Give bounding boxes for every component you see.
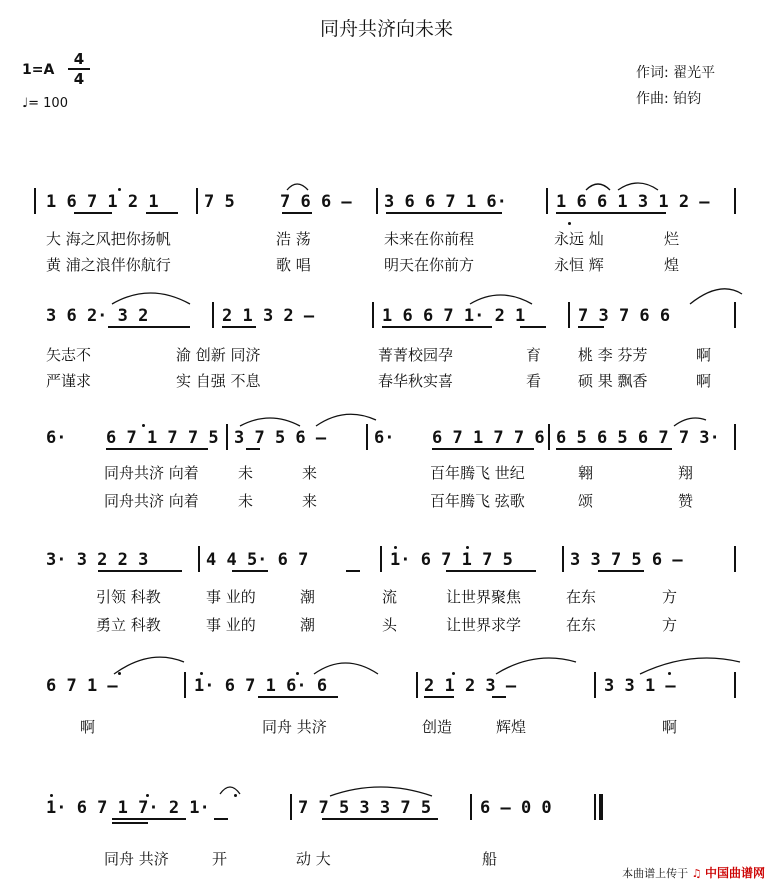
lyric-line-1: 辉煌 xyxy=(496,718,527,736)
lyric-line-1: 创造 xyxy=(422,718,453,736)
measure-notes: 6 – 0 0 xyxy=(480,798,552,818)
lyric-line-1: 未来在你前程 xyxy=(384,230,475,248)
slur xyxy=(220,787,240,794)
lyric-line-1: 潮 xyxy=(300,588,316,606)
lyricist-credit: 作词: 翟光平 xyxy=(636,65,716,81)
measure-notes: 1 6 6 1 3 1 2 – xyxy=(556,192,710,212)
lyric-line-1: 矢志不 xyxy=(46,346,92,364)
lyric-line-2: 颂 xyxy=(578,492,594,510)
measure-notes: 3 3 7 5 6 – xyxy=(570,550,683,570)
lyric-line-1: 同舟 共济 xyxy=(262,718,327,736)
lyric-line-1: 桃 李 芬芳 xyxy=(578,346,648,364)
measure-notes: 3 6 6 7 1 6· xyxy=(384,192,507,212)
lyric-line-1: 让世界聚焦 xyxy=(446,588,522,606)
measure-notes: 3 7 5 6 – xyxy=(234,428,327,448)
measure-notes: 2 1 3 2 – xyxy=(222,306,315,326)
lyric-line-1: 流 xyxy=(382,588,398,606)
slur xyxy=(586,184,610,190)
time-signature-bottom: 4 xyxy=(73,70,85,88)
lyric-line-1: 开 xyxy=(212,850,228,868)
lyric-line-1: 方 xyxy=(662,588,678,606)
measure-notes: 3 3 1 – xyxy=(604,676,676,696)
slur xyxy=(240,418,300,426)
slur xyxy=(470,295,532,304)
lyric-line-1: 百年腾飞 世纪 xyxy=(430,464,525,482)
slur xyxy=(496,658,576,674)
lyric-line-1: 事 业的 xyxy=(206,588,256,606)
lyric-line-1: 同舟共济 向着 xyxy=(104,464,199,482)
lyric-line-1: 育 xyxy=(526,346,542,364)
lyric-line-1: 啊 xyxy=(662,718,678,736)
slur xyxy=(314,663,378,674)
lyric-line-2: 潮 xyxy=(300,616,316,634)
lyric-line-1: 永远 灿 xyxy=(554,230,604,248)
slur xyxy=(316,414,376,426)
lyric-line-1: 浩 荡 xyxy=(276,230,311,248)
measure-notes: 6 7 1 – xyxy=(46,676,118,696)
slur xyxy=(674,418,706,426)
measure-notes: 6 5 6 5 6 7 7 3· xyxy=(556,428,720,448)
measure-notes: 1 6 7 1 2 1 xyxy=(46,192,159,212)
lyric-line-2: 头 xyxy=(382,616,398,634)
lyric-line-2: 同舟共济 向着 xyxy=(104,492,199,510)
lyric-line-1: 动 大 xyxy=(296,850,331,868)
lyric-line-1: 引领 科教 xyxy=(96,588,161,606)
lyric-line-2: 让世界求学 xyxy=(446,616,522,634)
measure-notes: 7 6 6 – xyxy=(280,192,352,212)
site-logo-icon: ♫ xyxy=(691,867,702,880)
time-signature-top: 4 xyxy=(73,50,85,68)
slur xyxy=(112,293,190,304)
lyric-line-2: 勇立 科教 xyxy=(96,616,161,634)
lyric-line-1: 菁菁校园孕 xyxy=(378,346,454,364)
lyric-line-1: 啊 xyxy=(80,718,96,736)
lyric-line-1: 在东 xyxy=(566,588,597,606)
lyric-line-1: 来 xyxy=(302,464,318,482)
lyric-line-2: 来 xyxy=(302,492,318,510)
lyric-line-2: 硕 果 飘香 xyxy=(578,372,648,390)
slur xyxy=(114,657,184,674)
slur xyxy=(640,658,740,674)
measure-notes: 6· xyxy=(46,428,67,448)
slur xyxy=(287,184,308,190)
lyric-line-2: 方 xyxy=(662,616,678,634)
lyric-line-2: 歌 唱 xyxy=(276,256,311,274)
measure-notes: 1· 6 7 1 7· 2 1· xyxy=(46,798,210,818)
measure-notes: 3 6 2· 3 2 xyxy=(46,306,149,326)
slur xyxy=(330,787,432,796)
lyric-line-2: 赞 xyxy=(678,492,694,510)
lyric-line-1: 翔 xyxy=(678,464,694,482)
key-signature: 1=A xyxy=(22,62,55,78)
lyric-line-2: 未 xyxy=(238,492,254,510)
measure-notes: 6 7 1 7 7 5 xyxy=(106,428,219,448)
measure-notes: 1· 6 7 1 7 5 xyxy=(390,550,513,570)
lyric-line-2: 事 业的 xyxy=(206,616,256,634)
lyric-line-1: 啊 xyxy=(696,346,712,364)
score-title: 同舟共济向未来 xyxy=(319,18,453,40)
quarter-note-icon: ♩ xyxy=(22,96,29,111)
measure-notes: 1· 6 7 1 6· 6 xyxy=(194,676,328,696)
lyric-line-2: 永恒 辉 xyxy=(554,256,604,274)
footer-credit xyxy=(622,864,765,881)
slur xyxy=(618,183,658,190)
composer-credit: 作曲: 铂钧 xyxy=(636,91,702,107)
measure-notes: 7 5 xyxy=(204,192,235,212)
measure-notes: 7 3 7 6 6 xyxy=(578,306,671,326)
lyric-line-1: 渝 创新 同济 xyxy=(176,346,261,364)
measure-notes: 1 6 6 7 1· 2 1 xyxy=(382,306,526,326)
tempo-value: = 100 xyxy=(28,96,68,111)
lyric-line-2: 看 xyxy=(526,372,542,390)
lyric-line-1: 烂 xyxy=(664,230,680,248)
lyric-line-2: 在东 xyxy=(566,616,597,634)
measure-notes: 7 7 5 3 3 7 5 xyxy=(298,798,432,818)
footer-text: 本曲谱上传于 xyxy=(622,867,689,880)
measure-notes: 3· 3 2 2 3 xyxy=(46,550,149,570)
lyric-line-1: 大 海之风把你扬帆 xyxy=(46,230,171,248)
measure-notes: 2 1 2 3 – xyxy=(424,676,517,696)
lyric-line-1: 船 xyxy=(482,850,498,868)
lyric-line-2: 实 自强 不息 xyxy=(176,372,261,390)
measure-notes: 4 4 5· 6 7 xyxy=(206,550,309,570)
measure-notes: 6· xyxy=(374,428,395,448)
lyric-line-2: 啊 xyxy=(696,372,712,390)
site-brand[interactable]: 中国曲谱网 xyxy=(704,866,765,880)
lyric-line-2: 春华秋实喜 xyxy=(378,372,454,390)
lyric-line-2: 严谨求 xyxy=(46,372,92,390)
lyric-line-2: 百年腾飞 弦歌 xyxy=(430,492,525,510)
lyric-line-2: 煌 xyxy=(664,256,680,274)
lyric-line-1: 翱 xyxy=(578,464,594,482)
slur xyxy=(690,289,742,304)
lyric-line-1: 未 xyxy=(238,464,254,482)
lyric-line-2: 明天在你前方 xyxy=(384,256,475,274)
lyric-line-2: 黄 浦之浪伴你航行 xyxy=(46,256,171,274)
measure-notes: 6 7 1 7 7 6 xyxy=(432,428,545,448)
lyric-line-1: 同舟 共济 xyxy=(104,850,169,868)
